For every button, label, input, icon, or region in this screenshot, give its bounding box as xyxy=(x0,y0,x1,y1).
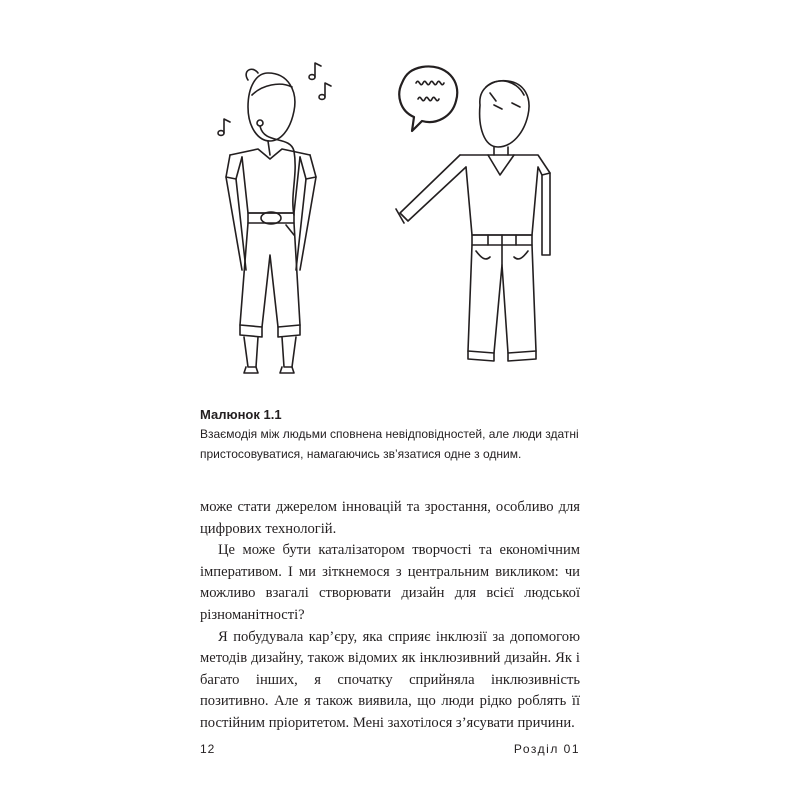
body-text xyxy=(200,497,580,735)
paragraph: Це може бути каталізатором творчості та економічним імперативом. І ми зіткнемося з центральним викликом: чи можливо взагалі створювати дизайн для всієї людської різноманітності? xyxy=(200,542,580,623)
figure-title: Малюнок 1.1 xyxy=(200,407,282,422)
paragraph: може стати джерелом інновацій та зростання, особливо для цифрових технологій. xyxy=(200,499,580,537)
figure-illustration xyxy=(190,55,590,395)
speech-bubble-icon xyxy=(399,66,457,131)
page-number: 12 xyxy=(200,742,216,756)
running-footer-section: Розділ 01 xyxy=(513,742,580,756)
figure-caption: Взаємодія між людьми сповнена невідповідностей, але люди здатні пристосовуватися, намагаючись зв’язатися одне з одним. xyxy=(200,427,579,461)
paragraph: Я побудувала кар’єру, яка сприяє інклюзії за допомогою методів дизайну, також відомих як інклюзивний дизайн. Як і багато інших, я спочатку сприйняла інклюзивність позитивно. Але я також виявила, що люди рідко роблять її постійним пріоритетом. Мені захотілося з’ясувати причини. xyxy=(200,628,580,731)
woman-with-headphones-illustration xyxy=(226,69,316,373)
